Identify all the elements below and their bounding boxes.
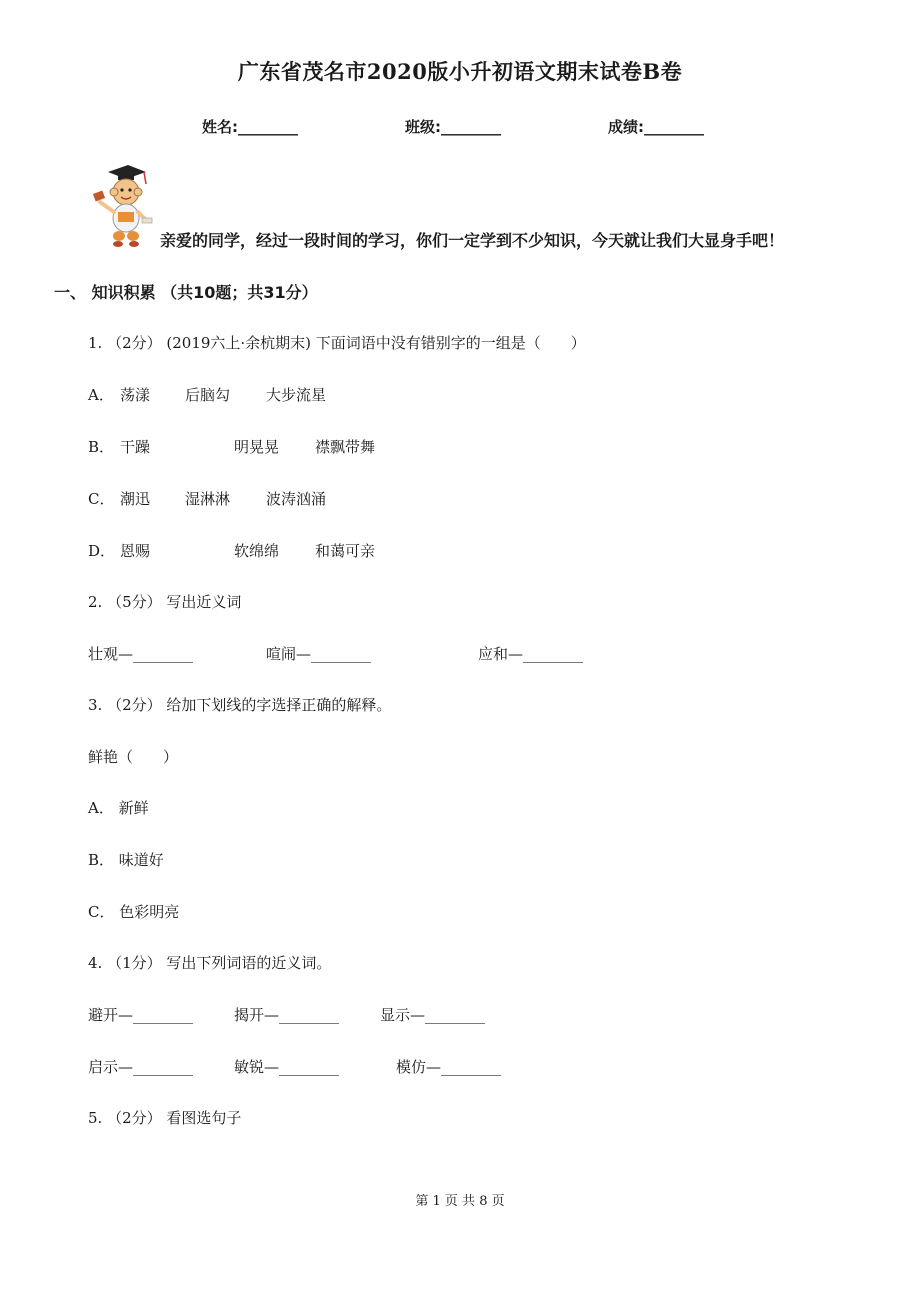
q2-blank-1: 壮观—________: [88, 645, 194, 663]
score-field: 成绩:________: [608, 118, 704, 136]
q1-option-b-label: B．: [88, 438, 115, 456]
q2-blank-3: 应和—________: [478, 645, 584, 663]
q1-option-d-word-3: 和蔼可亲: [315, 542, 376, 560]
greeting-text: 亲爱的同学，经过一段时间的学习，你们一定学到不少知识，今天就让我们大显身手吧！: [160, 231, 785, 250]
q4-blank-5: 敏锐—________: [234, 1058, 340, 1076]
page-footer: 第 1 页 共 8 页: [415, 1194, 505, 1209]
question-4-stem: 4. （1分） 写出下列词语的近义词。: [88, 954, 332, 972]
page-title: 广东省茂名市2020版小升初语文期末试卷B卷: [237, 59, 683, 84]
q1-option-a-word-2: 后脑勾: [185, 386, 231, 404]
q3-option-b: B． 味道好: [88, 851, 164, 869]
q1-option-c-word-1: 潮迅: [120, 490, 151, 508]
q1-option-b-word-2: 明晃晃: [234, 438, 280, 456]
q1-option-c-word-3: 波涛汹涌: [266, 490, 327, 508]
q1-option-a-word-3: 大步流星: [266, 386, 327, 404]
q1-option-d-word-1: 恩赐: [120, 542, 151, 560]
q1-option-a-label: A．: [88, 386, 114, 404]
q2-blank-2: 喧闹—________: [266, 645, 372, 663]
q1-option-c-word-2: 湿淋淋: [185, 490, 231, 508]
q4-blank-3: 显示—________: [380, 1006, 486, 1024]
q4-blank-2: 揭开—________: [234, 1006, 340, 1024]
q4-blank-4: 启示—________: [88, 1058, 194, 1076]
class-field: 班级:________: [405, 118, 501, 136]
q3-word: 鲜艳（ ）: [88, 748, 179, 766]
name-field: 姓名:________: [202, 118, 298, 136]
section-heading: 一、 知识积累 （共10题；共31分）: [54, 283, 318, 302]
q3-option-a: A． 新鲜: [88, 799, 149, 817]
q1-option-d-word-2: 软绵绵: [234, 542, 280, 560]
q1-option-b-word-1: 干躁: [120, 438, 151, 456]
q4-blank-1: 避开—________: [88, 1006, 194, 1024]
q1-option-b-word-3: 襟飘带舞: [315, 438, 376, 456]
q4-blank-6: 模仿—________: [396, 1058, 502, 1076]
student-mascot-icon: [88, 162, 154, 248]
q1-option-c-label: C．: [88, 490, 115, 508]
question-1-stem: 1. （2分） (2019六上·余杭期末) 下面词语中没有错别字的一组是（ ）: [88, 334, 586, 352]
q1-option-a-word-1: 荡漾: [120, 386, 151, 404]
question-3-stem: 3. （2分） 给加下划线的字选择正确的解释。: [88, 696, 392, 714]
q1-option-d-label: D．: [88, 542, 116, 560]
question-2-stem: 2. （5分） 写出近义词: [88, 593, 242, 611]
question-5-stem: 5. （2分） 看图选句子: [88, 1109, 242, 1127]
q3-option-c: C． 色彩明亮: [88, 903, 180, 921]
